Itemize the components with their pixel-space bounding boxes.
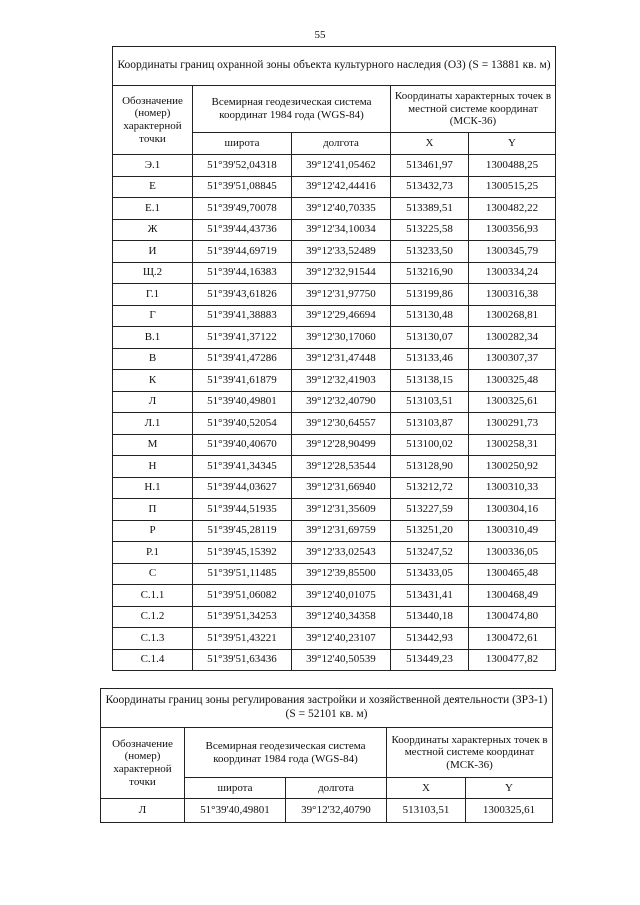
y-cell: 1300472,61 [469, 628, 556, 650]
latitude-cell: 51°39'44,16383 [193, 262, 292, 284]
point-column-header: Обозначение (номер) характерной точки [113, 86, 193, 155]
x-cell: 513133,46 [391, 348, 469, 370]
table-row [113, 649, 556, 671]
latitude-cell: 51°39'51,08845 [193, 176, 292, 198]
longitude-cell: 39°12'31,47448 [292, 348, 391, 370]
longitude-cell: 39°12'30,64557 [292, 413, 391, 435]
latitude-cell: 51°39'51,43221 [193, 628, 292, 650]
x-cell: 513130,48 [391, 305, 469, 327]
point-cell: Р [113, 520, 193, 542]
point-cell: К [113, 370, 193, 392]
y-cell: 1300316,38 [469, 284, 556, 306]
y-cell: 1300325,61 [469, 391, 556, 413]
table-row [113, 542, 556, 564]
y-cell: 1300336,05 [469, 542, 556, 564]
longitude-cell: 39°12'42,44416 [292, 176, 391, 198]
latitude-cell: 51°39'40,49801 [185, 799, 286, 823]
y-cell: 1300474,80 [469, 606, 556, 628]
x-cell: 513440,18 [391, 606, 469, 628]
point-cell: Л [101, 799, 185, 823]
x-cell: 513216,90 [391, 262, 469, 284]
table-row [113, 456, 556, 478]
point-cell: С.1.3 [113, 628, 193, 650]
longitude-cell: 39°12'28,53544 [292, 456, 391, 478]
longitude-cell: 39°12'40,50539 [292, 649, 391, 671]
point-cell: Н.1 [113, 477, 193, 499]
table-body [101, 799, 553, 823]
longitude-cell: 39°12'33,02543 [292, 542, 391, 564]
y-cell: 1300345,79 [469, 241, 556, 263]
longitude-cell: 39°12'31,35609 [292, 499, 391, 521]
latitude-cell: 51°39'45,15392 [193, 542, 292, 564]
table-row [113, 606, 556, 628]
y-header: Y [466, 778, 553, 799]
table-row [113, 563, 556, 585]
latitude-cell: 51°39'45,28119 [193, 520, 292, 542]
table-row [113, 348, 556, 370]
longitude-cell: 39°12'29,46694 [292, 305, 391, 327]
latitude-cell: 51°39'41,47286 [193, 348, 292, 370]
point-column-header: Обозначение (номер) характерной точки [101, 728, 185, 799]
x-cell: 513233,50 [391, 241, 469, 263]
y-cell: 1300282,34 [469, 327, 556, 349]
y-cell: 1300477,82 [469, 649, 556, 671]
latitude-cell: 51°39'41,38883 [193, 305, 292, 327]
latitude-cell: 51°39'44,43736 [193, 219, 292, 241]
latitude-cell: 51°39'51,06082 [193, 585, 292, 607]
longitude-cell: 39°12'39,85500 [292, 563, 391, 585]
y-cell: 1300325,61 [466, 799, 553, 823]
latitude-header: широта [185, 778, 286, 799]
wgs-column-header: Всемирная геодезическая система координат 1984 года (WGS-84) [185, 728, 387, 778]
point-cell: Щ.2 [113, 262, 193, 284]
local-coordinates-header: Координаты характерных точек в местной системе координат (МСК-36) [387, 728, 553, 778]
wgs-column-header: Всемирная геодезическая система координат 1984 года (WGS-84) [193, 86, 391, 133]
point-cell: Г.1 [113, 284, 193, 306]
table-row [113, 434, 556, 456]
latitude-cell: 51°39'41,37122 [193, 327, 292, 349]
longitude-cell: 39°12'40,70335 [292, 198, 391, 220]
table-row [113, 305, 556, 327]
point-cell: С [113, 563, 193, 585]
point-cell: Л [113, 391, 193, 413]
table-row [113, 391, 556, 413]
x-cell: 513100,02 [391, 434, 469, 456]
longitude-cell: 39°12'32,40790 [286, 799, 387, 823]
y-cell: 1300325,48 [469, 370, 556, 392]
table-row [113, 262, 556, 284]
latitude-cell: 51°39'51,63436 [193, 649, 292, 671]
point-cell: В [113, 348, 193, 370]
x-cell: 513199,86 [391, 284, 469, 306]
y-cell: 1300488,25 [469, 155, 556, 177]
y-cell: 1300310,33 [469, 477, 556, 499]
x-cell: 513251,20 [391, 520, 469, 542]
point-cell: С.1.2 [113, 606, 193, 628]
point-cell: С.1.1 [113, 585, 193, 607]
y-cell: 1300291,73 [469, 413, 556, 435]
table-row [113, 499, 556, 521]
y-cell: 1300468,49 [469, 585, 556, 607]
table-row [113, 327, 556, 349]
point-cell: Л.1 [113, 413, 193, 435]
point-cell: М [113, 434, 193, 456]
point-cell: Г [113, 305, 193, 327]
longitude-cell: 39°12'28,90499 [292, 434, 391, 456]
x-cell: 513247,52 [391, 542, 469, 564]
regulation-zone-coordinates-table [100, 688, 553, 823]
longitude-cell: 39°12'32,41903 [292, 370, 391, 392]
x-cell: 513227,59 [391, 499, 469, 521]
y-cell: 1300465,48 [469, 563, 556, 585]
protection-zone-coordinates-table [112, 46, 556, 671]
x-cell: 513225,58 [391, 219, 469, 241]
x-cell: 513389,51 [391, 198, 469, 220]
table-row [101, 799, 553, 823]
y-cell: 1300250,92 [469, 456, 556, 478]
point-cell: В.1 [113, 327, 193, 349]
y-cell: 1300482,22 [469, 198, 556, 220]
y-cell: 1300304,16 [469, 499, 556, 521]
table-title: Координаты границ охранной зоны объекта культурного наследия (ОЗ) (S = 13881 кв. м) [113, 47, 556, 86]
x-cell: 513449,23 [391, 649, 469, 671]
table-row [113, 520, 556, 542]
x-cell: 513431,41 [391, 585, 469, 607]
longitude-cell: 39°12'32,91544 [292, 262, 391, 284]
x-cell: 513103,51 [387, 799, 466, 823]
longitude-cell: 39°12'30,17060 [292, 327, 391, 349]
latitude-cell: 51°39'40,49801 [193, 391, 292, 413]
latitude-cell: 51°39'52,04318 [193, 155, 292, 177]
latitude-cell: 51°39'43,61826 [193, 284, 292, 306]
table-row [113, 155, 556, 177]
point-cell: Р.1 [113, 542, 193, 564]
latitude-header: широта [193, 133, 292, 155]
point-cell: Е.1 [113, 198, 193, 220]
point-cell: П [113, 499, 193, 521]
longitude-cell: 39°12'40,34358 [292, 606, 391, 628]
latitude-cell: 51°39'44,03627 [193, 477, 292, 499]
table-body [113, 155, 556, 671]
table-row [113, 241, 556, 263]
x-cell: 513442,93 [391, 628, 469, 650]
y-cell: 1300334,24 [469, 262, 556, 284]
table-row [113, 413, 556, 435]
latitude-cell: 51°39'40,40670 [193, 434, 292, 456]
y-cell: 1300258,31 [469, 434, 556, 456]
longitude-header: долгота [292, 133, 391, 155]
table-row [113, 198, 556, 220]
table-row [113, 284, 556, 306]
longitude-cell: 39°12'31,66940 [292, 477, 391, 499]
latitude-cell: 51°39'44,51935 [193, 499, 292, 521]
longitude-cell: 39°12'34,10034 [292, 219, 391, 241]
table-row [113, 628, 556, 650]
latitude-cell: 51°39'41,61879 [193, 370, 292, 392]
y-header: Y [469, 133, 556, 155]
x-cell: 513128,90 [391, 456, 469, 478]
x-cell: 513433,05 [391, 563, 469, 585]
x-cell: 513103,87 [391, 413, 469, 435]
table-row [113, 585, 556, 607]
x-cell: 513130,07 [391, 327, 469, 349]
longitude-cell: 39°12'40,23107 [292, 628, 391, 650]
point-cell: С.1.4 [113, 649, 193, 671]
x-cell: 513138,15 [391, 370, 469, 392]
point-cell: Э.1 [113, 155, 193, 177]
x-cell: 513461,97 [391, 155, 469, 177]
point-cell: И [113, 241, 193, 263]
y-cell: 1300515,25 [469, 176, 556, 198]
longitude-cell: 39°12'31,69759 [292, 520, 391, 542]
table-row [113, 370, 556, 392]
local-coordinates-header: Координаты характерных точек в местной системе координат (МСК-36) [391, 86, 556, 133]
table-row [113, 219, 556, 241]
table-row [113, 477, 556, 499]
longitude-header: долгота [286, 778, 387, 799]
latitude-cell: 51°39'40,52054 [193, 413, 292, 435]
longitude-cell: 39°12'33,52489 [292, 241, 391, 263]
point-cell: Е [113, 176, 193, 198]
longitude-cell: 39°12'31,97750 [292, 284, 391, 306]
x-cell: 513103,51 [391, 391, 469, 413]
latitude-cell: 51°39'49,70078 [193, 198, 292, 220]
x-cell: 513432,73 [391, 176, 469, 198]
y-cell: 1300307,37 [469, 348, 556, 370]
table-row [113, 176, 556, 198]
latitude-cell: 51°39'51,34253 [193, 606, 292, 628]
y-cell: 1300356,93 [469, 219, 556, 241]
table-title: Координаты границ зоны регулирования застройки и хозяйственной деятельности (ЗРЗ-1) (S = 52101 кв. м) [101, 689, 553, 728]
x-cell: 513212,72 [391, 477, 469, 499]
longitude-cell: 39°12'32,40790 [292, 391, 391, 413]
latitude-cell: 51°39'51,11485 [193, 563, 292, 585]
x-header: X [387, 778, 466, 799]
y-cell: 1300268,81 [469, 305, 556, 327]
x-header: X [391, 133, 469, 155]
longitude-cell: 39°12'41,05462 [292, 155, 391, 177]
latitude-cell: 51°39'44,69719 [193, 241, 292, 263]
y-cell: 1300310,49 [469, 520, 556, 542]
page-number: 55 [314, 29, 326, 41]
latitude-cell: 51°39'41,34345 [193, 456, 292, 478]
longitude-cell: 39°12'40,01075 [292, 585, 391, 607]
point-cell: Ж [113, 219, 193, 241]
point-cell: Н [113, 456, 193, 478]
